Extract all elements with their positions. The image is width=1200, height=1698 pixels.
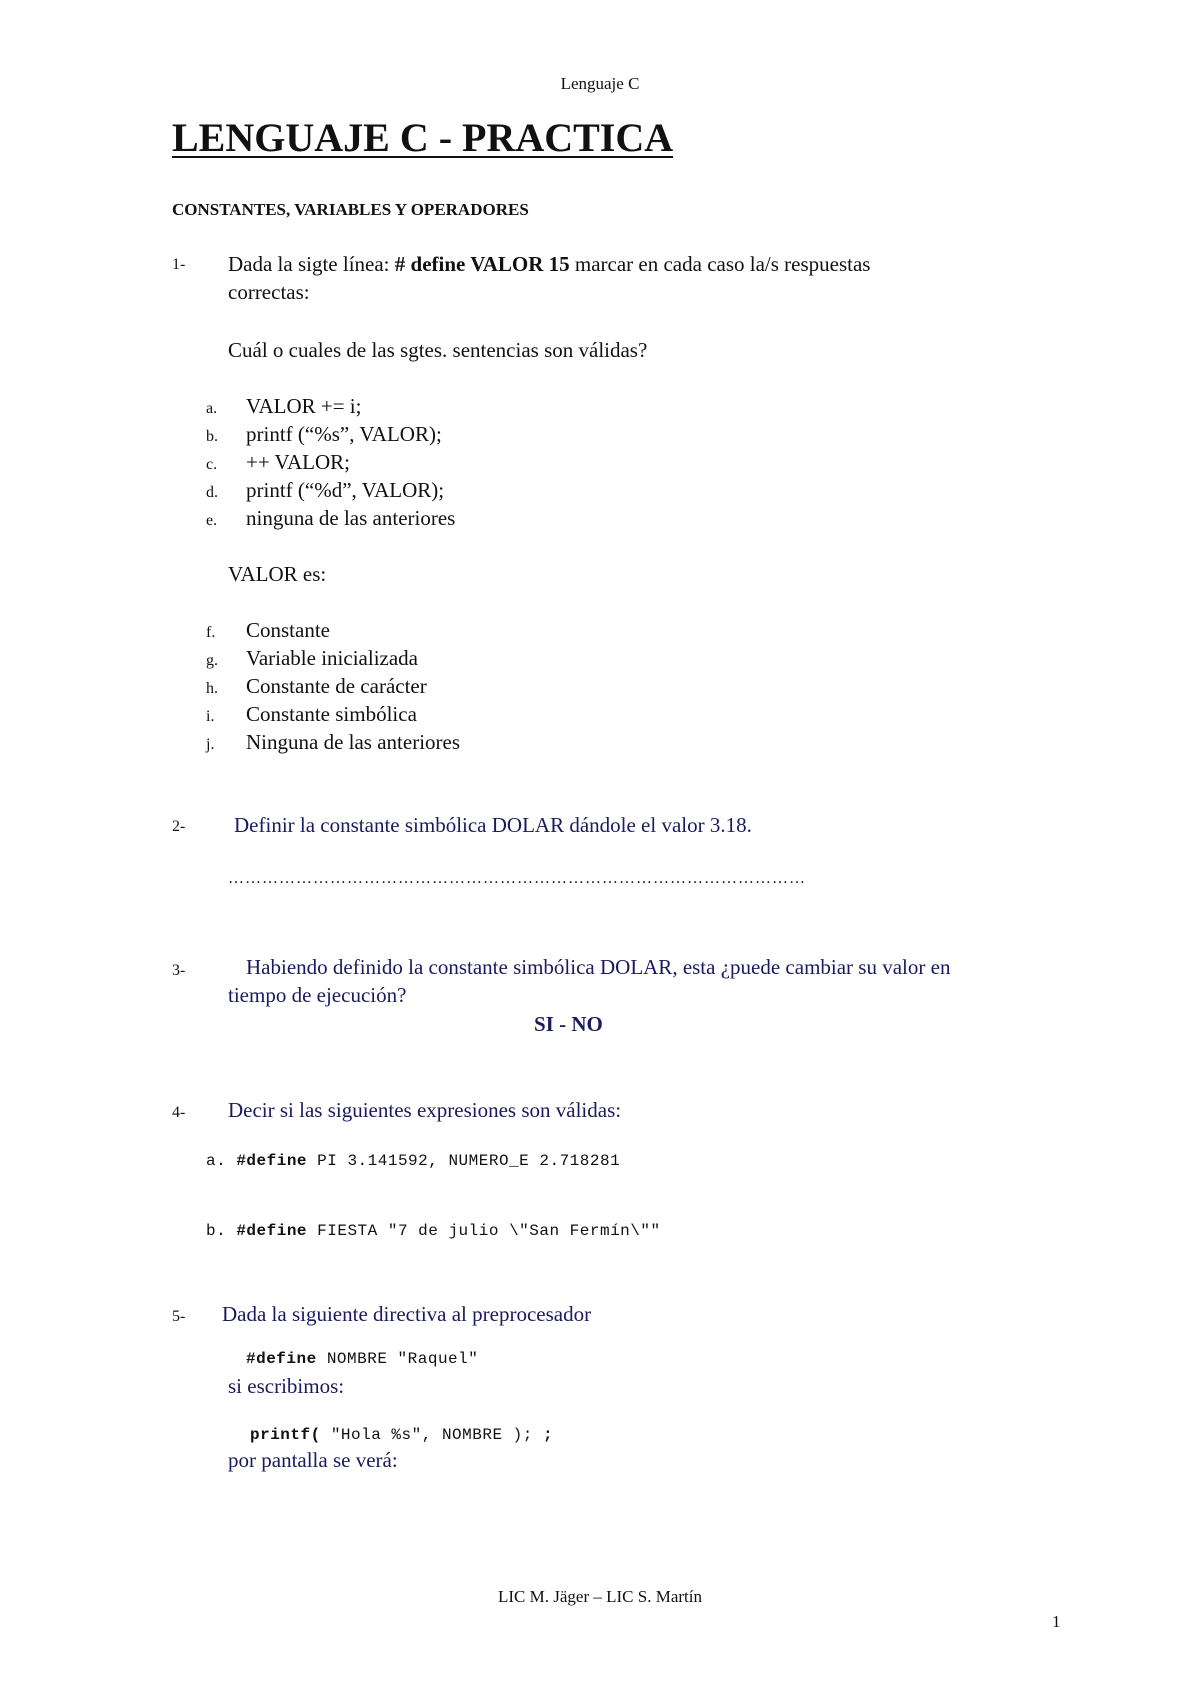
answer-blank-dots: ………………………………………………………………………………………… (228, 870, 806, 887)
option-letter: e. (206, 512, 218, 529)
code-printf: printf( "Hola %s", NOMBRE ); ; (250, 1426, 554, 1444)
option-text: ++ VALOR; (246, 450, 351, 474)
question-number: 1- (172, 256, 186, 273)
question-text: Decir si las siguientes expresiones son válidas: (228, 1098, 622, 1122)
option-letter: a. (206, 400, 218, 417)
page-number: 1 (1052, 1612, 1061, 1631)
option-text: printf (“%s”, VALOR); (246, 422, 442, 446)
option-text: VALOR += i; (246, 394, 362, 418)
code-define (246, 1350, 478, 1368)
define-keyword: #define (236, 1152, 308, 1170)
define-keyword: #define (246, 1350, 317, 1368)
question-number: 3- (172, 962, 186, 979)
option-letter: c. (206, 456, 218, 473)
code-text: PI 3.141592, NUMERO_E 2.718281 (307, 1152, 621, 1170)
code-line-a (206, 1152, 620, 1170)
define-keyword: #define (236, 1222, 308, 1240)
question-text-part: marcar en cada caso la/s respuestas (569, 252, 871, 276)
option-text: Variable inicializada (246, 646, 418, 670)
option-text: Constante simbólica (246, 702, 417, 726)
page-footer: LIC M. Jäger – LIC S. Martín (498, 1587, 702, 1606)
option-letter: a. (206, 1152, 227, 1170)
section-subtitle: CONSTANTES, VARIABLES Y OPERADORES (172, 200, 529, 219)
question-text-part: Dada la sigte línea: (228, 252, 395, 276)
question-prompt: VALOR es: (228, 562, 327, 586)
option-letter: d. (206, 484, 218, 501)
code-text: NOMBRE "Raquel" (316, 1350, 479, 1368)
question-text: Definir la constante simbólica DOLAR dándole el valor 3.18. (234, 813, 752, 837)
option-text: Constante de carácter (246, 674, 427, 698)
question-text (228, 252, 870, 277)
option-letter: i. (206, 708, 215, 725)
code-line-b (206, 1222, 661, 1240)
option-letter: b. (206, 1222, 227, 1240)
code-text: "Hola %s", NOMBRE ); (320, 1426, 533, 1444)
question-prompt: Cuál o cuales de las sgtes. sentencias son válidas? (228, 338, 648, 362)
question-text-cont: si escribimos: (228, 1374, 345, 1398)
option-letter: b. (206, 428, 218, 445)
question-text-cont: tiempo de ejecución? (228, 983, 407, 1007)
question-text: Habiendo definido la constante simbólica DOLAR, esta ¿puede cambiar su valor en (246, 955, 951, 979)
question-number: 4- (172, 1104, 186, 1121)
question-text-cont: por pantalla se verá: (228, 1448, 398, 1472)
option-letter: g. (206, 652, 218, 669)
option-text: printf (“%d”, VALOR); (246, 478, 445, 502)
question-text: Dada la siguiente directiva al preprocesador (222, 1302, 592, 1326)
option-letter: j. (206, 736, 215, 753)
question-text-cont: correctas: (228, 280, 310, 304)
option-text: ninguna de las anteriores (246, 506, 456, 530)
option-letter: f. (206, 624, 216, 641)
printf-keyword: printf( (250, 1426, 321, 1444)
option-text: Ninguna de las anteriores (246, 730, 461, 754)
option-letter: h. (206, 680, 218, 697)
question-number: 5- (172, 1308, 186, 1325)
question-number: 2- (172, 818, 186, 835)
code-text: FIESTA "7 de julio \"San Fermín\"" (307, 1222, 661, 1240)
page-title: LENGUAJE C - PRACTICA (172, 115, 674, 160)
yes-no-answer: SI - NO (534, 1012, 603, 1036)
running-header: Lenguaje C (560, 74, 640, 93)
option-text: Constante (246, 618, 330, 642)
define-statement: # define VALOR 15 (394, 252, 570, 276)
